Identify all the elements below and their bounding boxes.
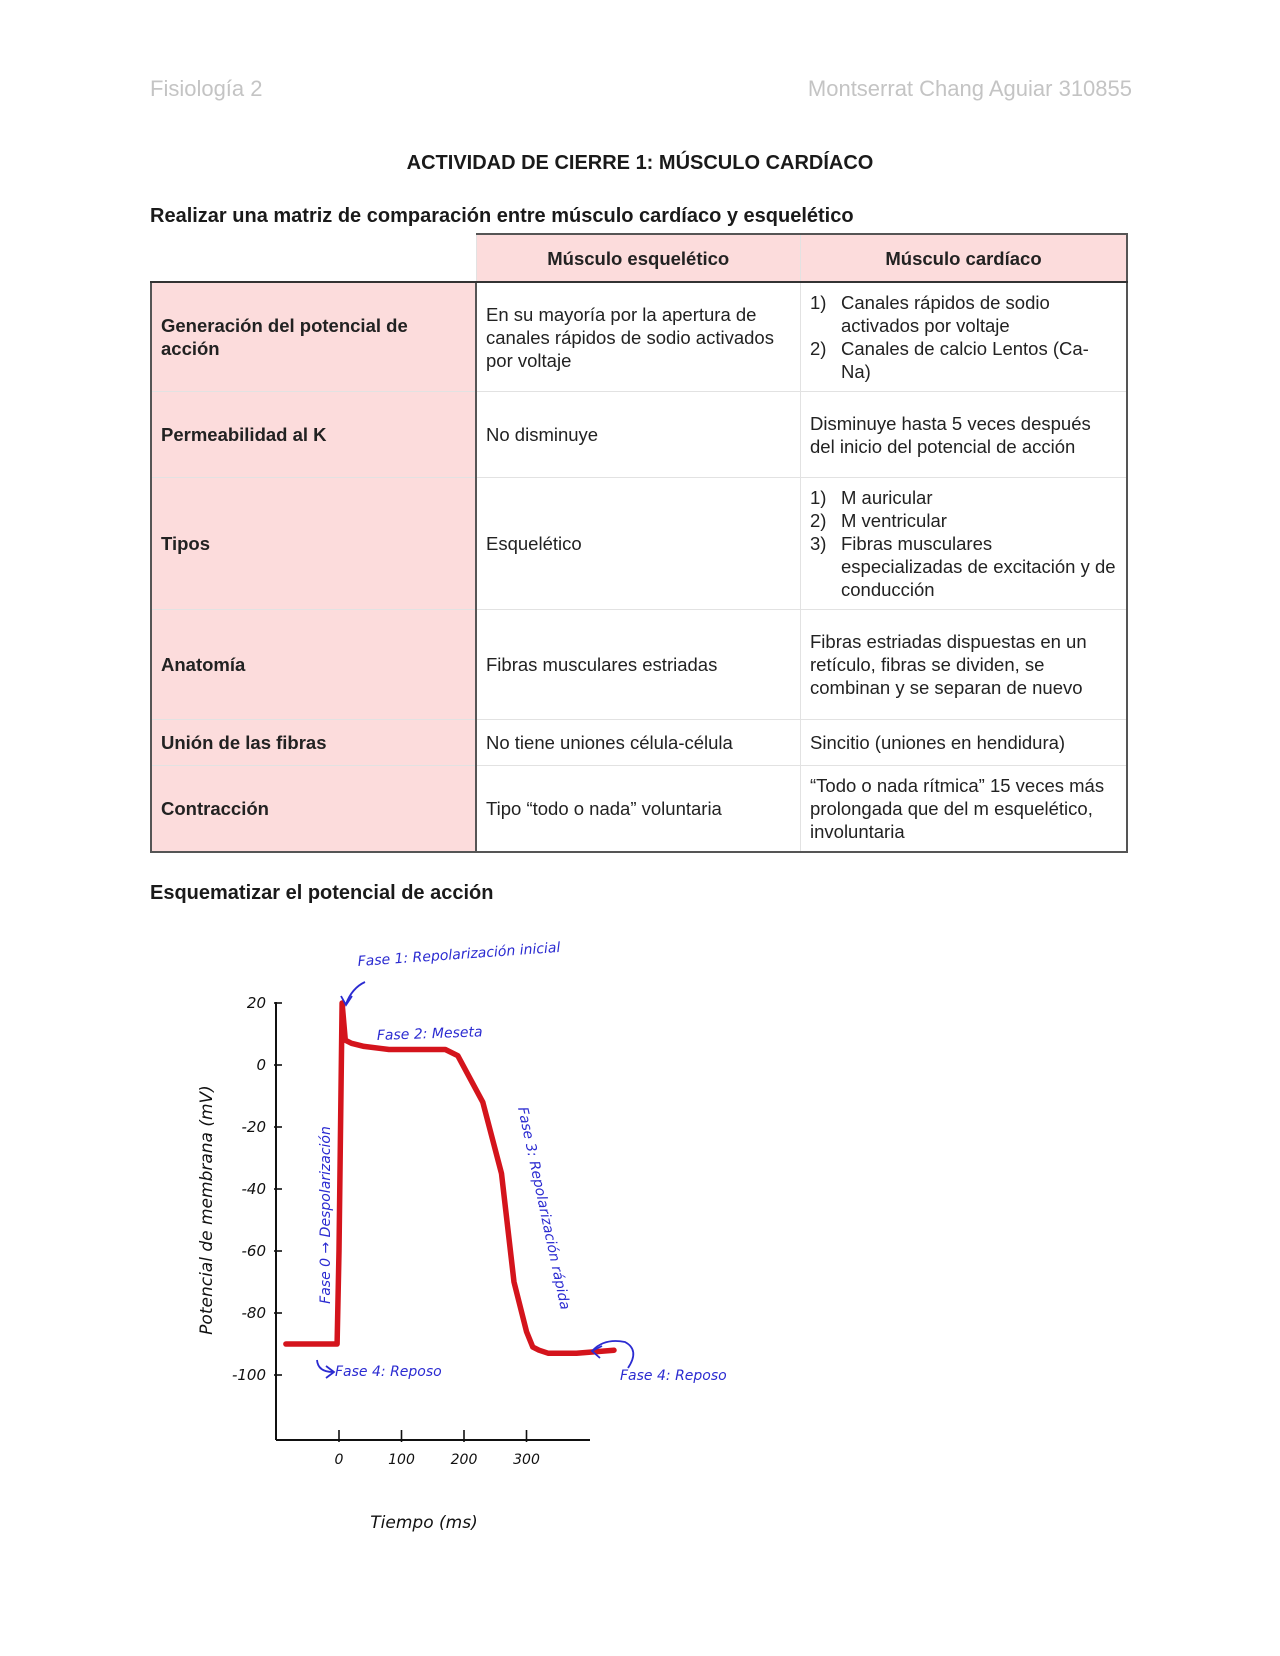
x-tick-label: 200 (450, 1452, 478, 1468)
header-author: Montserrat Chang Aguiar 310855 (807, 76, 1132, 101)
y-tick-label: -80 (241, 1304, 266, 1322)
y-axis-label: Potencial de membrana (mV) (197, 1085, 217, 1335)
list-number: 2) (810, 510, 827, 531)
cell-cardiac: Fibras estriadas dispuestas en un retículo, fibras se dividen, se combinan y se separan de nuevo (801, 610, 1128, 720)
list-text: M ventricular (841, 510, 947, 531)
page-title: ACTIVIDAD DE CIERRE 1: MÚSCULO CARDÍACO (406, 152, 874, 174)
row-label: Generación del potencial de acción (151, 282, 476, 392)
row-label: Anatomía (151, 610, 476, 720)
y-tick-label: -60 (241, 1242, 266, 1260)
list-number: 1) (810, 487, 827, 508)
cell-cardiac: Disminuye hasta 5 veces después del inicio del potencial de acción (801, 392, 1128, 478)
annotation-label: Fase 4: Reposo (335, 1364, 442, 1380)
matrix-header-skeletal: Músculo esquelético (476, 234, 801, 282)
header-course: Fisiología 2 (150, 76, 263, 101)
y-tick-label: 0 (256, 1056, 266, 1074)
x-tick-label: 0 (334, 1452, 344, 1468)
y-ticks (232, 994, 282, 1384)
cell-skeletal: Esquelético (476, 478, 801, 610)
arrow-icon (593, 1341, 633, 1368)
list-text: Fibras musculares especializadas de excitación y de conducción (841, 533, 1116, 600)
annotation-label: Fase 3: Repolarización rápida (514, 1105, 573, 1312)
list-number: 1) (810, 292, 827, 313)
cell-skeletal: Tipo “todo o nada” voluntaria (476, 766, 801, 853)
x-tick-label: 300 (513, 1452, 540, 1468)
cell-skeletal: Fibras musculares estriadas (476, 610, 801, 720)
section-heading-matrix: Realizar una matriz de comparación entre músculo cardíaco y esquelético (150, 205, 854, 227)
list-text: M auricular (841, 487, 933, 508)
list-text: Canales de calcio Lentos (Ca-Na) (841, 338, 1089, 382)
row-label: Tipos (151, 478, 476, 610)
annotation-label: Fase 0 → Despolarización (318, 1126, 334, 1304)
x-axis-label: Tiempo (ms) (370, 1513, 478, 1533)
cell-skeletal: No tiene uniones célula-célula (476, 720, 801, 766)
cell-skeletal: No disminuye (476, 392, 801, 478)
row-label: Contracción (151, 766, 476, 853)
section-heading-action-potential: Esquematizar el potencial de acción (150, 882, 494, 904)
y-tick-label: 20 (246, 994, 266, 1012)
x-ticks (335, 1430, 540, 1468)
y-tick-label: -40 (241, 1180, 266, 1198)
row-label: Permeabilidad al K (151, 392, 476, 478)
list-number: 3) (810, 533, 827, 554)
y-tick-label: -100 (231, 1366, 266, 1384)
list-text: Canales rápidos de sodio activados por voltaje (841, 292, 1050, 336)
list-number: 2) (810, 338, 827, 359)
cell-cardiac: “Todo o nada rítmica” 15 veces más prolongada que del m esquelético, involuntaria (801, 766, 1128, 853)
matrix-header-cardiac: Músculo cardíaco (801, 234, 1128, 282)
annotation-label: Fase 4: Reposo (620, 1368, 727, 1384)
cell-skeletal: En su mayoría por la apertura de canales rápidos de sodio activados por voltaje (476, 282, 801, 392)
cell-cardiac: Sincitio (uniones en hendidura) (801, 720, 1128, 766)
row-label: Unión de las fibras (151, 720, 476, 766)
y-tick-label: -20 (241, 1118, 266, 1136)
annotation-label: Fase 1: Repolarización inicial (357, 939, 561, 970)
annotation-label: Fase 2: Meseta (376, 1024, 483, 1044)
x-tick-label: 100 (388, 1452, 415, 1468)
